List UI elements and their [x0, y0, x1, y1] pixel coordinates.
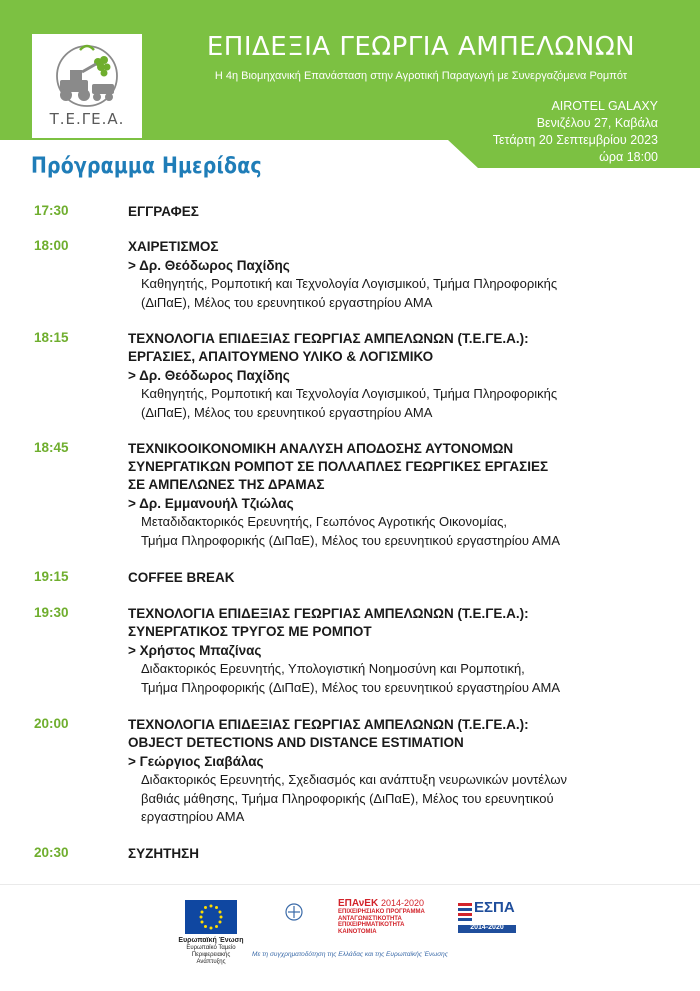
agenda-speaker-desc: εργαστηρίου ΑΜΑ: [141, 809, 245, 824]
epanek-line: ΑΝΤΑΓΩΝΙΣΤΙΚΟΤΗΤΑ: [338, 915, 402, 922]
epanek-line: ΕΠΙΧΕΙΡΗΜΑΤΙΚΟΤΗΤΑ: [338, 922, 405, 928]
epanek-years: 2014-2020: [380, 898, 425, 908]
event-title: ΕΠΙΔΕΞΙΑ ΓΕΩΡΓΙΑ ΑΜΠΕΛΩΝΩΝ: [206, 32, 636, 62]
agenda-title: ΤΕΧΝΙΚΟΟΙΚΟΝΟΜΙΚΗ ΑΝΑΛΥΣΗ ΑΠΟΔΟΣΗΣ ΑΥΤΟΝΟΜΩΝ: [128, 441, 514, 456]
agenda-speaker: > Γεώργιος Σιαβάλας: [128, 754, 264, 769]
agenda-title: ΕΓΓΡΑΦΕΣ: [128, 204, 199, 219]
agenda-speaker-desc: (ΔιΠαΕ), Μέλος του ερευνητικού εργαστηρίου ΑΜΑ: [141, 294, 433, 310]
agenda-title: OBJECT DETECTIONS AND DISTANCE ESTIMATION: [128, 735, 464, 750]
event-time: ώρα 18:00: [599, 150, 658, 164]
program-title: Πρόγραμμα Ημερίδας: [31, 154, 262, 179]
agenda-speaker: > Δρ. Θεόδωρος Παχίδης: [128, 258, 290, 273]
agenda-speaker: > Χρήστος Μπαζίνας: [128, 643, 262, 658]
agenda-speaker-desc: Μεταδιδακτορικός Ερευνητής, Γεωπόνος Αγροτικής Οικονομίας,: [141, 514, 508, 529]
footer-divider: [0, 884, 700, 885]
cofunding-note: Με τη συγχρηματοδότηση της Ελλάδας και της Ευρωπαϊκής Ένωσης: [252, 951, 448, 958]
robot-tractor-icon: [40, 40, 134, 110]
agenda-time: 17:30: [34, 203, 69, 218]
greek-emblem-icon: [262, 902, 326, 922]
agenda-time: 19:30: [34, 605, 69, 620]
venue-info: [493, 98, 658, 166]
agenda-speaker: > Δρ. Εμμανουήλ Τζιώλας: [128, 496, 294, 511]
agenda-title: ΣΥΝΕΡΓΑΤΙΚΩΝ ΡΟΜΠΟΤ ΣΕ ΠΟΛΛΑΠΛΕΣ ΓΕΩΡΓΙΚΕΣ ΕΡΓΑΣΙΕΣ: [128, 459, 549, 474]
agenda-title: ΤΕΧΝΟΛΟΓΙΑ ΕΠΙΔΕΞΙΑΣ ΓΕΩΡΓΙΑΣ ΑΜΠΕΛΩΝΩΝ (Τ.Ε.ΓΕ.Α.):: [128, 717, 529, 732]
agenda-title: ΤΕΧΝΟΛΟΓΙΑ ΕΠΙΔΕΞΙΑΣ ΓΕΩΡΓΙΑΣ ΑΜΠΕΛΩΝΩΝ (Τ.Ε.ΓΕ.Α.):: [128, 606, 529, 621]
agenda-time: 20:00: [34, 716, 69, 731]
tegea-logo: [32, 34, 142, 138]
agenda-speaker-desc: (ΔιΠαΕ), Μέλος του ερευνητικού εργαστηρίου ΑΜΑ: [141, 404, 433, 420]
agenda-title: ΣΥΖΗΤΗΣΗ: [128, 846, 199, 861]
epanek-line: ΕΠΙΧΕΙΡΗΣΙΑΚΟ ΠΡΟΓΡΑΜΜΑ: [338, 909, 425, 915]
espa-brand: ΕΣΠΑ: [474, 899, 515, 916]
venue-name: AIROTEL GALAXY: [551, 99, 658, 113]
agenda-time: 18:15: [34, 330, 69, 345]
agenda-speaker: > Δρ. Θεόδωρος Παχίδης: [128, 368, 290, 383]
agenda-time: 20:30: [34, 845, 69, 860]
agenda-title: ΣΕ ΑΜΠΕΛΩΝΕΣ ΤΗΣ ΔΡΑΜΑΣ: [128, 477, 325, 492]
eu-label-sub: Ευρωπαϊκό Ταμείο Περιφερειακής Ανάπτυξης: [186, 945, 236, 965]
espa-logo: [458, 899, 516, 939]
agenda-speaker-desc: Τμήμα Πληροφορικής (ΔιΠαΕ), Μέλος του ερευνητικού εργαστηρίου ΑΜΑ: [141, 679, 561, 695]
epanek-line: ΚΑΙΝΟΤΟΜΙΑ: [338, 928, 377, 935]
event-subtitle: Η 4η Βιομηχανική Επανάσταση στην Αγροτική Παραγωγή με Συνεργαζόμενα Ρομπότ: [214, 70, 628, 82]
eu-flag-icon: [185, 900, 237, 934]
venue-address: Βενιζέλου 27, Καβάλα: [536, 116, 658, 130]
agenda-speaker-desc: βαθιάς μάθησης, Τμήμα Πληροφορικής (ΔιΠαΕ), Μέλος του ερευνητικού: [141, 790, 554, 806]
agenda-speaker-desc: Τμήμα Πληροφορικής (ΔιΠαΕ), Μέλος του ερευνητικού εργαστηρίου ΑΜΑ: [141, 532, 561, 548]
espa-years: 2014-2020: [470, 924, 504, 931]
agenda-title: ΧΑΙΡΕΤΙΣΜΟΣ: [128, 239, 219, 254]
agenda-title: ΤΕΧΝΟΛΟΓΙΑ ΕΠΙΔΕΞΙΑΣ ΓΕΩΡΓΙΑΣ ΑΜΠΕΛΩΝΩΝ (Τ.Ε.ΓΕ.Α.):: [128, 331, 529, 346]
agenda-speaker-desc: Καθηγητής, Ρομποτική και Τεχνολογία Λογισμικού, Τμήμα Πληροφορικής: [141, 276, 558, 291]
epanek-logo: [338, 898, 438, 935]
logo-text: Τ.Ε.ΓΕ.Α.: [49, 110, 125, 128]
agenda-title: COFFEE BREAK: [128, 570, 235, 585]
agenda-time: 18:45: [34, 440, 69, 455]
agenda-title: ΕΡΓΑΣΙΕΣ, ΑΠΑΙΤΟΥΜΕΝΟ ΥΛΙΚΟ & ΛΟΓΙΣΜΙΚΟ: [128, 349, 434, 364]
event-date: Τετάρτη 20 Σεπτεμβρίου 2023: [492, 133, 658, 147]
header-banner: [0, 0, 700, 168]
agenda-speaker-desc: Καθηγητής, Ρομποτική και Τεχνολογία Λογισμικού, Τμήμα Πληροφορικής: [141, 386, 558, 401]
epanek-brand: ΕΠΑνΕΚ: [338, 898, 379, 909]
eu-label-title: Ευρωπαϊκή Ένωση: [178, 937, 244, 944]
agenda-speaker-desc: Διδακτορικός Ερευνητής, Υπολογιστική Νοημοσύνη και Ρομποτική,: [141, 661, 525, 676]
agenda-time: 19:15: [34, 569, 69, 584]
agenda-time: 18:00: [34, 238, 69, 253]
ministry-logo: [262, 902, 326, 938]
agenda-title: ΣΥΝΕΡΓΑΤΙΚΟΣ ΤΡΥΓΟΣ ΜΕ ΡΟΜΠΟΤ: [128, 624, 372, 639]
agenda-speaker-desc: Διδακτορικός Ερευνητής, Σχεδιασμός και ανάπτυξη νευρωνικών μοντέλων: [141, 772, 568, 787]
